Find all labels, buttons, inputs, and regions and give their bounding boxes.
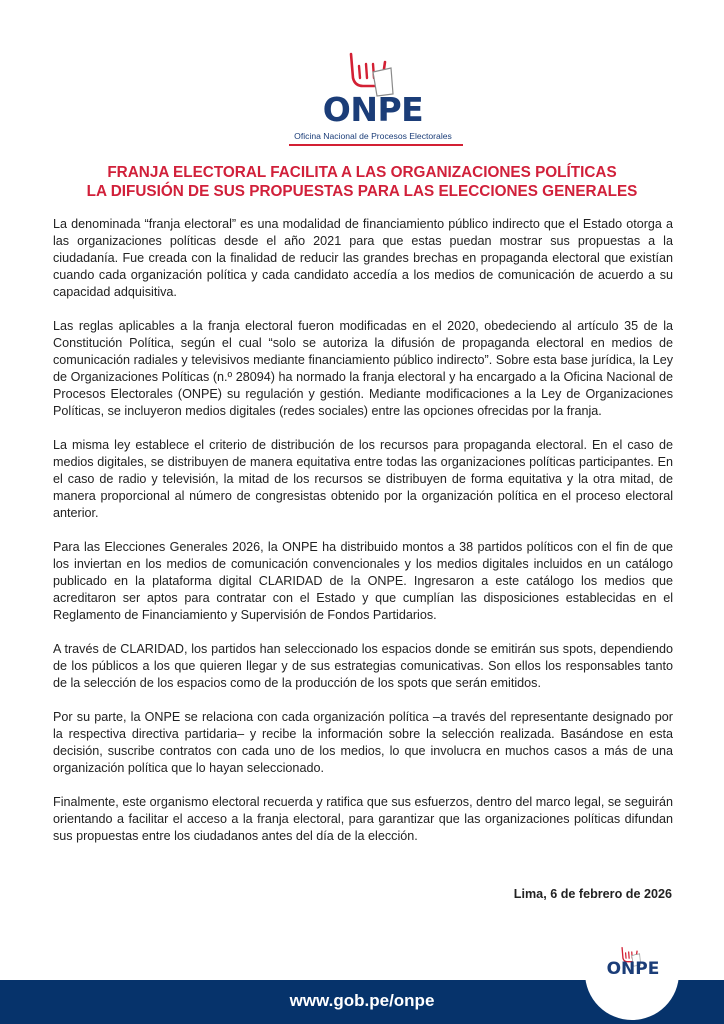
paragraph: A través de CLARIDAD, los partidos han seleccionado los espacios donde se emitirán sus spots, dependiendo de los públicos a los que quieren llegar y de sus estrategias comunicativas. Son ellos los responsables tanto de la selección de los espacios como de la producción de los spots que serán emitidos.	[53, 642, 673, 690]
paragraph: La misma ley establece el criterio de distribución de los recursos para propaganda electoral. En el caso de medios digitales, se distribuyen de manera equitativa entre todas las organizaciones políticas participantes. En el caso de radio y televisión, la mitad de los recursos se distribuyen de forma equitativa y la otra mitad, de manera proporcional al número de congresistas obtenido por la organización política en el proceso electoral anterior.	[53, 438, 673, 520]
paragraph: Las reglas aplicables a la franja electoral fueron modificadas en el 2020, obedeciendo al artículo 35 de la Constitución Política, según el cual “solo se autoriza la difusión de propaganda electoral en medios de comunicación radiales y televisivos mediante financiamiento público indirecto”. Sobre esta base jurídica, la Ley de Organizaciones Políticas (n.º 28094) ha normado la franja electoral y ha encargado a la Oficina Nacional de Procesos Electorales (ONPE) su regulación y gestión. Mediante modificaciones a la Ley de Organizaciones Políticas, se incluyeron medios digitales (redes sociales) entre las opciones ofrecidas por la franja.	[53, 319, 673, 418]
title-line-1: FRANJA ELECTORAL FACILITA A LAS ORGANIZACIONES POLÍTICAS	[107, 164, 617, 181]
title-line-2: LA DIFUSIÓN DE SUS PROPUESTAS PARA LAS ELECCIONES GENERALES	[86, 183, 638, 200]
press-release-title	[40, 163, 684, 201]
onpe-logo-header	[283, 48, 463, 144]
paragraph: La denominada “franja electoral” es una modalidad de financiamiento público indirecto que el Estado otorga a las organizaciones políticas desde el año 2021 para que estas puedan mostrar sus propuestas a la ciudadanía. Fue creada con la finalidad de reducir las grandes brechas en propaganda electoral que existían cuando cada organización política y cada candidato accedía a los medios de comunicación de acuerdo a su capacidad adquisitiva.	[53, 217, 673, 299]
date-line: Lima, 6 de febrero de 2026	[513, 887, 672, 901]
onpe-logo-footer	[595, 945, 671, 985]
logo-subtitle: Oficina Nacional de Procesos Electorales	[294, 131, 452, 141]
logo-wordmark: ONPE	[322, 90, 424, 129]
paragraph: Para las Elecciones Generales 2026, la ONPE ha distribuido montos a 38 partidos políticos con el fin de que los inviertan en los medios de comunicación convencionales y los medios digitales incluidos en un catálogo publicado en la plataforma digital CLARIDAD de la ONPE. Ingresaron a este catálogo los medios que acreditaron ser aptos para contratar con el Estado y que cumplían las disposiciones establecidas en el Reglamento de Financiamiento y Supervisión de Fondos Partidarios.	[53, 540, 673, 622]
paragraph: Por su parte, la ONPE se relaciona con cada organización política –a través del representante designado por la respectiva directiva partidaria– y recibe la información sobre la selección realizada. Basándose en esta decisión, suscribe contratos con cada uno de los medios, lo que involucra en muchos casos a más de una organización política que lo hayan seleccionado.	[53, 710, 673, 775]
paragraph: Finalmente, este organismo electoral recuerda y ratifica que sus esfuerzos, dentro del marco legal, se seguirán orientando a facilitar el acceso a la franja electoral, para garantizar que las organizaciones políticas difundan sus propuestas entre los ciudadanos antes del día de la elección.	[53, 795, 673, 843]
logo-underline	[289, 144, 463, 146]
website-link[interactable]: www.gob.pe/onpe	[289, 991, 435, 1010]
press-release-body	[53, 216, 673, 862]
footer-logo-wordmark: ONPE	[606, 959, 660, 979]
